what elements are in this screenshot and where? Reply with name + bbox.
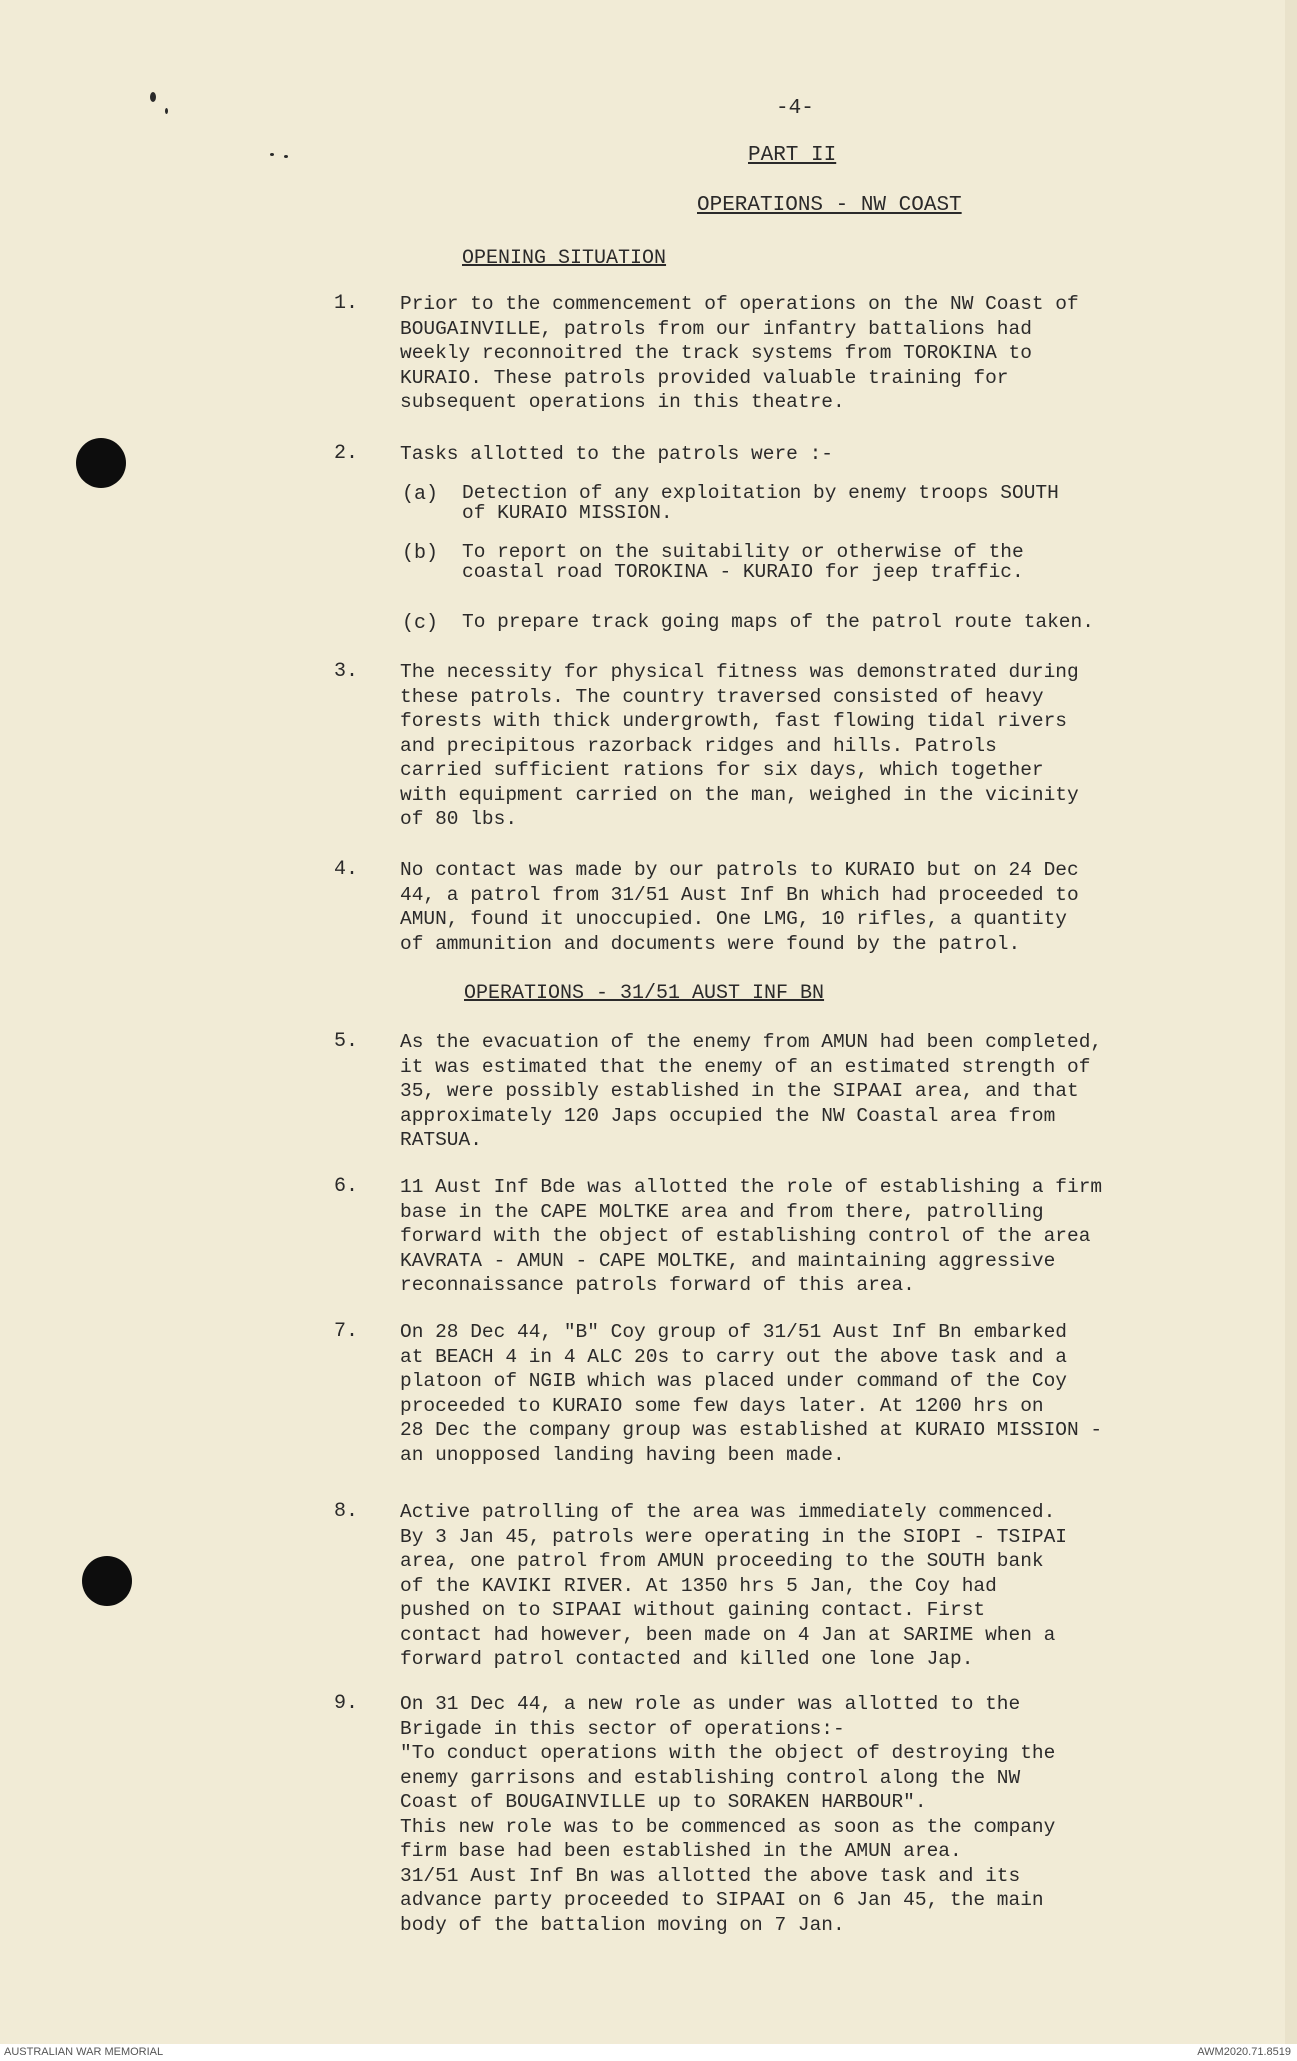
ink-speck	[284, 155, 288, 158]
paragraph-number: 8.	[334, 1500, 359, 1523]
paragraph	[334, 442, 1200, 467]
section-heading-operations: OPERATIONS - 31/51 AUST INF BN	[464, 982, 825, 1005]
paragraph-text: As the evacuation of the enemy from AMUN had been completed, it was estimated that the enemy of an estimated strength of 35, were possibly established in the SIPAAI area, and that approximately 120 Japs occupied the NW Coastal area from RATSUA.	[400, 1031, 1103, 1151]
ink-speck	[270, 153, 274, 156]
paragraph-text: The necessity for physical fitness was demonstrated during these patrols. The country traversed consisted of heavy forests with thick undergrowth, fast flowing tidal rivers and precipitous razorback ridges and hills. Patrols carried sufficient rations for six days, which together with equipment carried on the man, weighed in the vicinity of 80 lbs.	[400, 661, 1079, 830]
paragraph	[334, 1500, 1200, 1672]
paragraph-text: On 28 Dec 44, "B" Coy group of 31/51 Aust Inf Bn embarked at BEACH 4 in 4 ALC 20s to carry out the above task and a platoon of NGIB which was placed under command of the Coy proceeded to KURAIO some few days later. At 1200 hrs on 28 Dec the company group was established at KURAIO MISSION - an unopposed landing having been made.	[400, 1321, 1103, 1466]
page-number: -4-	[776, 97, 814, 120]
footer-reference: AWM2020.71.8519	[1197, 2046, 1291, 2058]
ink-speck	[150, 92, 156, 102]
operations-title: OPERATIONS - NW COAST	[697, 194, 962, 217]
task-item	[402, 541, 1182, 583]
section-heading-opening: OPENING SITUATION	[462, 247, 667, 270]
paragraph-text: Prior to the commencement of operations on the NW Coast of BOUGAINVILLE, patrols from our infantry battalions had weekly reconnoitred the track systems from TOROKINA to KURAIO. These patrols provided valuable training for subsequent operations in this theatre.	[400, 293, 1079, 413]
paragraph	[334, 858, 1200, 956]
paragraph-number: 3.	[334, 660, 359, 683]
task-label: (c)	[402, 612, 439, 635]
paragraph-text: 11 Aust Inf Bde was allotted the role of establishing a firm base in the CAPE MOLTKE area and from there, patrolling forward with the object of establishing control of the area KAVRATA - AMUN - CAPE MOLTKE, and maintaining aggressive reconnaissance patrols forward of this area.	[400, 1176, 1103, 1296]
punch-hole	[82, 1556, 132, 1606]
task-item	[402, 482, 1182, 524]
part-title: PART II	[748, 144, 837, 167]
paragraph-number: 4.	[334, 858, 359, 881]
footer-institution: AUSTRALIAN WAR MEMORIAL	[4, 2046, 164, 2058]
task-label: (a)	[402, 483, 439, 506]
paragraph	[334, 292, 1200, 415]
task-text: Detection of any exploitation by enemy troops SOUTH of KURAIO MISSION.	[462, 482, 1059, 524]
paragraph-text: Tasks allotted to the patrols were :-	[400, 443, 833, 465]
task-text: To prepare track going maps of the patrol route taken.	[462, 611, 1094, 633]
task-text: To report on the suitability or otherwise of the coastal road TOROKINA - KURAIO for jeep traffic.	[462, 541, 1024, 583]
paragraph-number: 1.	[334, 292, 359, 315]
task-item	[402, 611, 1182, 635]
paragraph-text: On 31 Dec 44, a new role as under was allotted to the Brigade in this sector of operations:- "To conduct operations with the object of destroying the enemy garrisons and establishing control along the NW Coast of BOUGAINVILLE up to SORAKEN HARBOUR". This new role was to be commenced as soon as the company firm base had been established in the AMUN area. 31/51 Aust Inf Bn was allotted the above task and its advance party proceeded to SIPAAI on 6 Jan 45, the main body of the battalion moving on 7 Jan.	[400, 1693, 1056, 1936]
paragraph	[334, 1692, 1200, 1937]
paragraph-number: 5.	[334, 1030, 359, 1053]
paragraph	[334, 1175, 1200, 1298]
paragraph-text: Active patrolling of the area was immediately commenced. By 3 Jan 45, patrols were operating in the SIOPI - TSIPAI area, one patrol from AMUN proceeding to the SOUTH bank of the KAVIKI RIVER. At 1350 hrs 5 Jan, the Coy had pushed on to SIPAAI without gaining contact. First contact had however, been made on 4 Jan at SARIME when a forward patrol contacted and killed one lone Jap.	[400, 1501, 1068, 1670]
paragraph-number: 2.	[334, 442, 359, 465]
paragraph	[334, 1030, 1200, 1153]
paragraph-number: 9.	[334, 1692, 359, 1715]
punch-hole	[76, 438, 126, 488]
paragraph-number: 6.	[334, 1175, 359, 1198]
paragraph	[334, 660, 1200, 832]
paragraph-number: 7.	[334, 1320, 359, 1343]
task-label: (b)	[402, 542, 439, 565]
ink-speck	[165, 108, 168, 114]
paragraph	[334, 1320, 1200, 1467]
paragraph-text: No contact was made by our patrols to KURAIO but on 24 Dec 44, a patrol from 31/51 Aust Inf Bn which had proceeded to AMUN, found it unoccupied. One LMG, 10 rifles, a quantity of ammunition and documents were found by the patrol.	[400, 859, 1079, 955]
archive-footer	[0, 2044, 1297, 2061]
